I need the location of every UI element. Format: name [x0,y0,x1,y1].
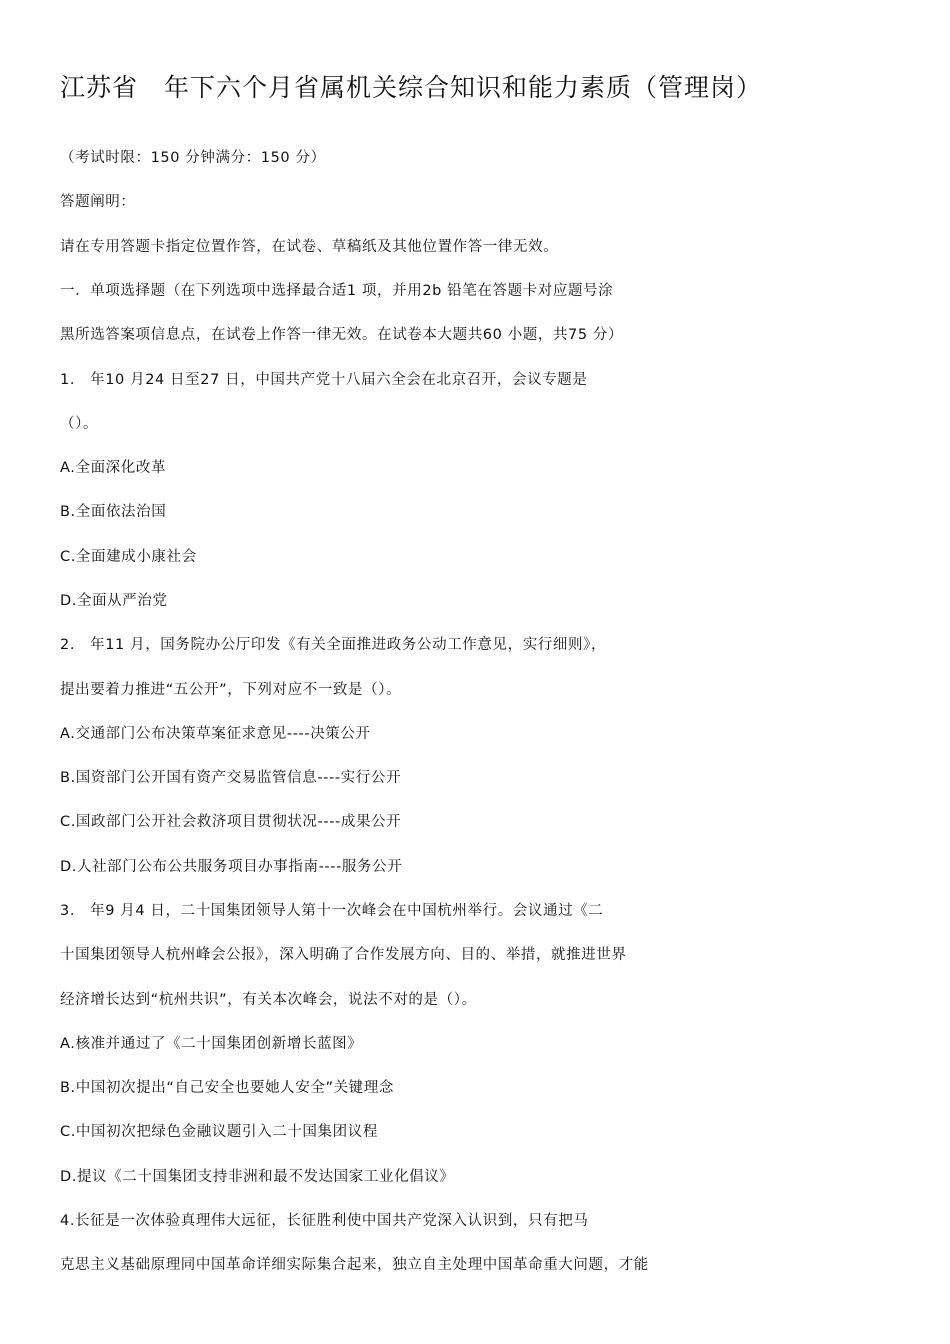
question-2-stem-line-2: 提出要着力推进“五公开”，下列对应不一致是（）。 [60,682,402,698]
question-4-stem-line-2: 克思主义基础原理同中国革命详细实际集合起来，独立自主处理中国革命重大问题，才能 [60,1257,649,1273]
question-3-stem-line-2: 十国集团领导人杭州峰会公报》，深入明确了合作发展方向、目的、举措，就推进世界 [60,947,627,963]
question-3-option-b: B.中国初次提出“自己安全也要她人安全”关键理念 [60,1080,394,1096]
question-3-option-a: A.核准并通过了《二十国集团创新增长蓝图》 [60,1036,363,1052]
question-2-option-c: C.国政部门公开社会救济项目贯彻状况----成果公开 [60,814,402,830]
instructions-text: 请在专用答题卡指定位置作答，在试卷、草稿纸及其他位置作答一律无效。 [60,239,559,255]
question-1-option-d: D.全面从严治党 [60,593,168,609]
question-1-option-a: A.全面深化改革 [60,460,167,476]
question-4-stem-line-1: 4.长征是一次体验真理伟大远征，长征胜利使中国共产党深入认识到，只有把马 [60,1213,589,1229]
question-2-option-d: D.人社部门公布公共服务项目办事指南----服务公开 [60,859,403,875]
instructions-label: 答题阐明： [60,194,136,210]
question-1-option-b: B.全面依法治国 [60,504,167,520]
question-1-stem-line-2: （）。 [60,416,99,432]
document-title: 江苏省 年下六个月省属机关综合知识和能力素质（管理岗） [60,73,763,102]
question-3-option-c: C.中国初次把绿色金融议题引入二十国集团议程 [60,1124,378,1140]
question-3-stem-line-3: 经济增长达到“杭州共识”，有关本次峰会，说法不对的是（）。 [60,992,477,1008]
section-header-line-2: 黑所选答案项信息点，在试卷上作答一律无效。在试卷本大题共60 小题，共75 分） [60,327,624,343]
section-header-line-1: 一．单项选择题（在下列选项中选择最合适1 项，并用2b 铅笔在答题卡对应题号涂 [60,283,614,299]
question-2-option-a: A.交通部门公布决策草案征求意见----决策公开 [60,726,371,742]
question-3-stem-line-1: 3. 年9 月4 日，二十国集团领导人第十一次峰会在中国杭州举行。会议通过《二 [60,903,604,919]
question-1-option-c: C.全面建成小康社会 [60,549,197,565]
question-2-option-b: B.国资部门公开国有资产交易监管信息----实行公开 [60,770,402,786]
exam-info: （考试时限：150 分钟满分：150 分） [60,150,326,166]
question-3-option-d: D.提议《二十国集团支持非洲和最不发达国家工业化倡议》 [60,1169,455,1185]
question-2-stem-line-1: 2. 年11 月，国务院办公厅印发《有关全面推进政务公动工作意见，实行细则》， [60,637,607,653]
question-1-stem-line-1: 1. 年10 月24 日至27 日，中国共产党十八届六全会在北京召开，会议专题是 [60,372,588,388]
